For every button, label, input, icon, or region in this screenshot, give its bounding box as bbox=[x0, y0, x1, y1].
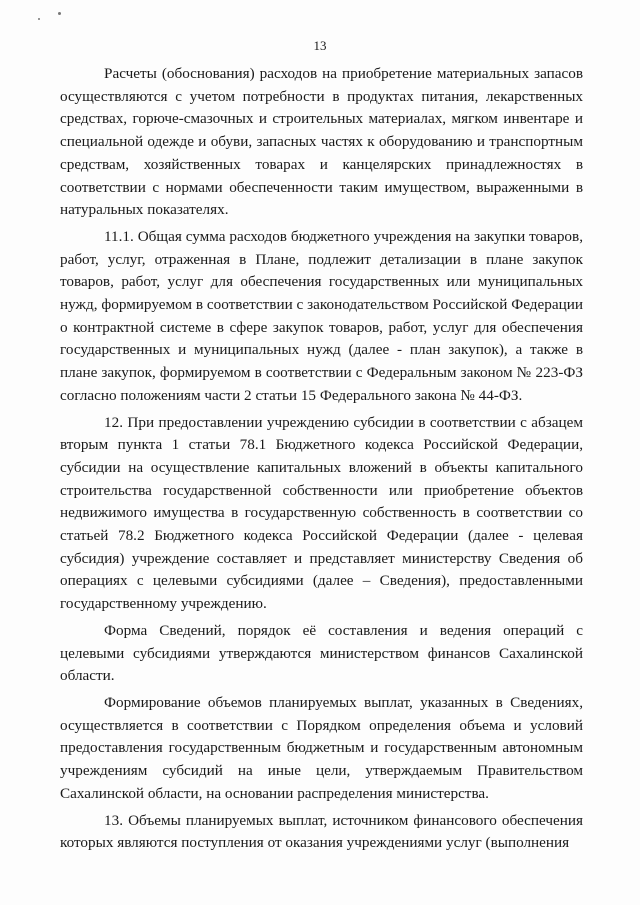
page-number: 13 bbox=[313, 38, 327, 53]
scan-speck bbox=[38, 18, 40, 20]
paragraph-13: 13. Объемы планируемых выплат, источником финансового обеспечения которых являются поступления от оказания учреждениями услуг (выполнения bbox=[60, 811, 583, 852]
scan-speck bbox=[58, 12, 61, 15]
paragraph-form-of-information: Форма Сведений, порядок её составления и ведения операций с целевыми субсидиями утверждаются министерством финансов Сахалинской области. bbox=[60, 621, 583, 685]
paragraph-11-1: 11.1. Общая сумма расходов бюджетного учреждения на закупки товаров, работ, услуг, отраженная в Плане, подлежит детализации в плане закупок товаров, работ, услуг для обеспечения государственных или муниципальных нужд, формируемом в соответствии с законодательством Российской Федерации о контрактной системе в сфере закупок товаров, работ, услуг для обеспечения государственных и муниципальных нужд (далее - план закупок), а также в плане закупок, формируемом в соответствии с Федеральным законом № 223-ФЗ согласно положениям части 2 статьи 15 Федерального закона № 44-ФЗ. bbox=[60, 227, 583, 404]
paragraph-12: 12. При предоставлении учреждению субсидии в соответствии с абзацем вторым пункта 1 статьи 78.1 Бюджетного кодекса Российской Федерации, субсидии на осуществление капитальных вложений в объекты капитального строительства государственной собственности или приобретение объектов недвижимого имущества в государственную собственность в соответствии со статьей 78.2 Бюджетного кодекса Российской Федерации (далее - целевая субсидия) учреждение составляет и представляет министерству Сведения об операциях с целевыми субсидиями (далее – Сведения), предоставленными государственному учреждению. bbox=[60, 413, 583, 613]
paragraph-material-reserves: Расчеты (обоснования) расходов на приобретение материальных запасов осуществляются с учетом потребности в продуктах питания, лекарственных средствах, горюче-смазочных и строительных материалах, мягком инвентаре и специальной одежде и обуви, запасных частях к оборудованию и транспортным средствам, хозяйственных товарах и канцелярских принадлежностях в соответствии с нормами обеспеченности таким имуществом, выраженными в натуральных показателях. bbox=[60, 65, 583, 219]
document-body bbox=[60, 63, 583, 855]
paragraph-planned-payments-formation: Формирование объемов планируемых выплат, указанных в Сведениях, осуществляется в соответствии с Порядком определения объема и условий предоставления государственным бюджетным и государственным автономным учреждениям субсидий на иные цели, утверждаемым Правительством Сахалинской области, на основании распределения министерства. bbox=[60, 693, 583, 802]
